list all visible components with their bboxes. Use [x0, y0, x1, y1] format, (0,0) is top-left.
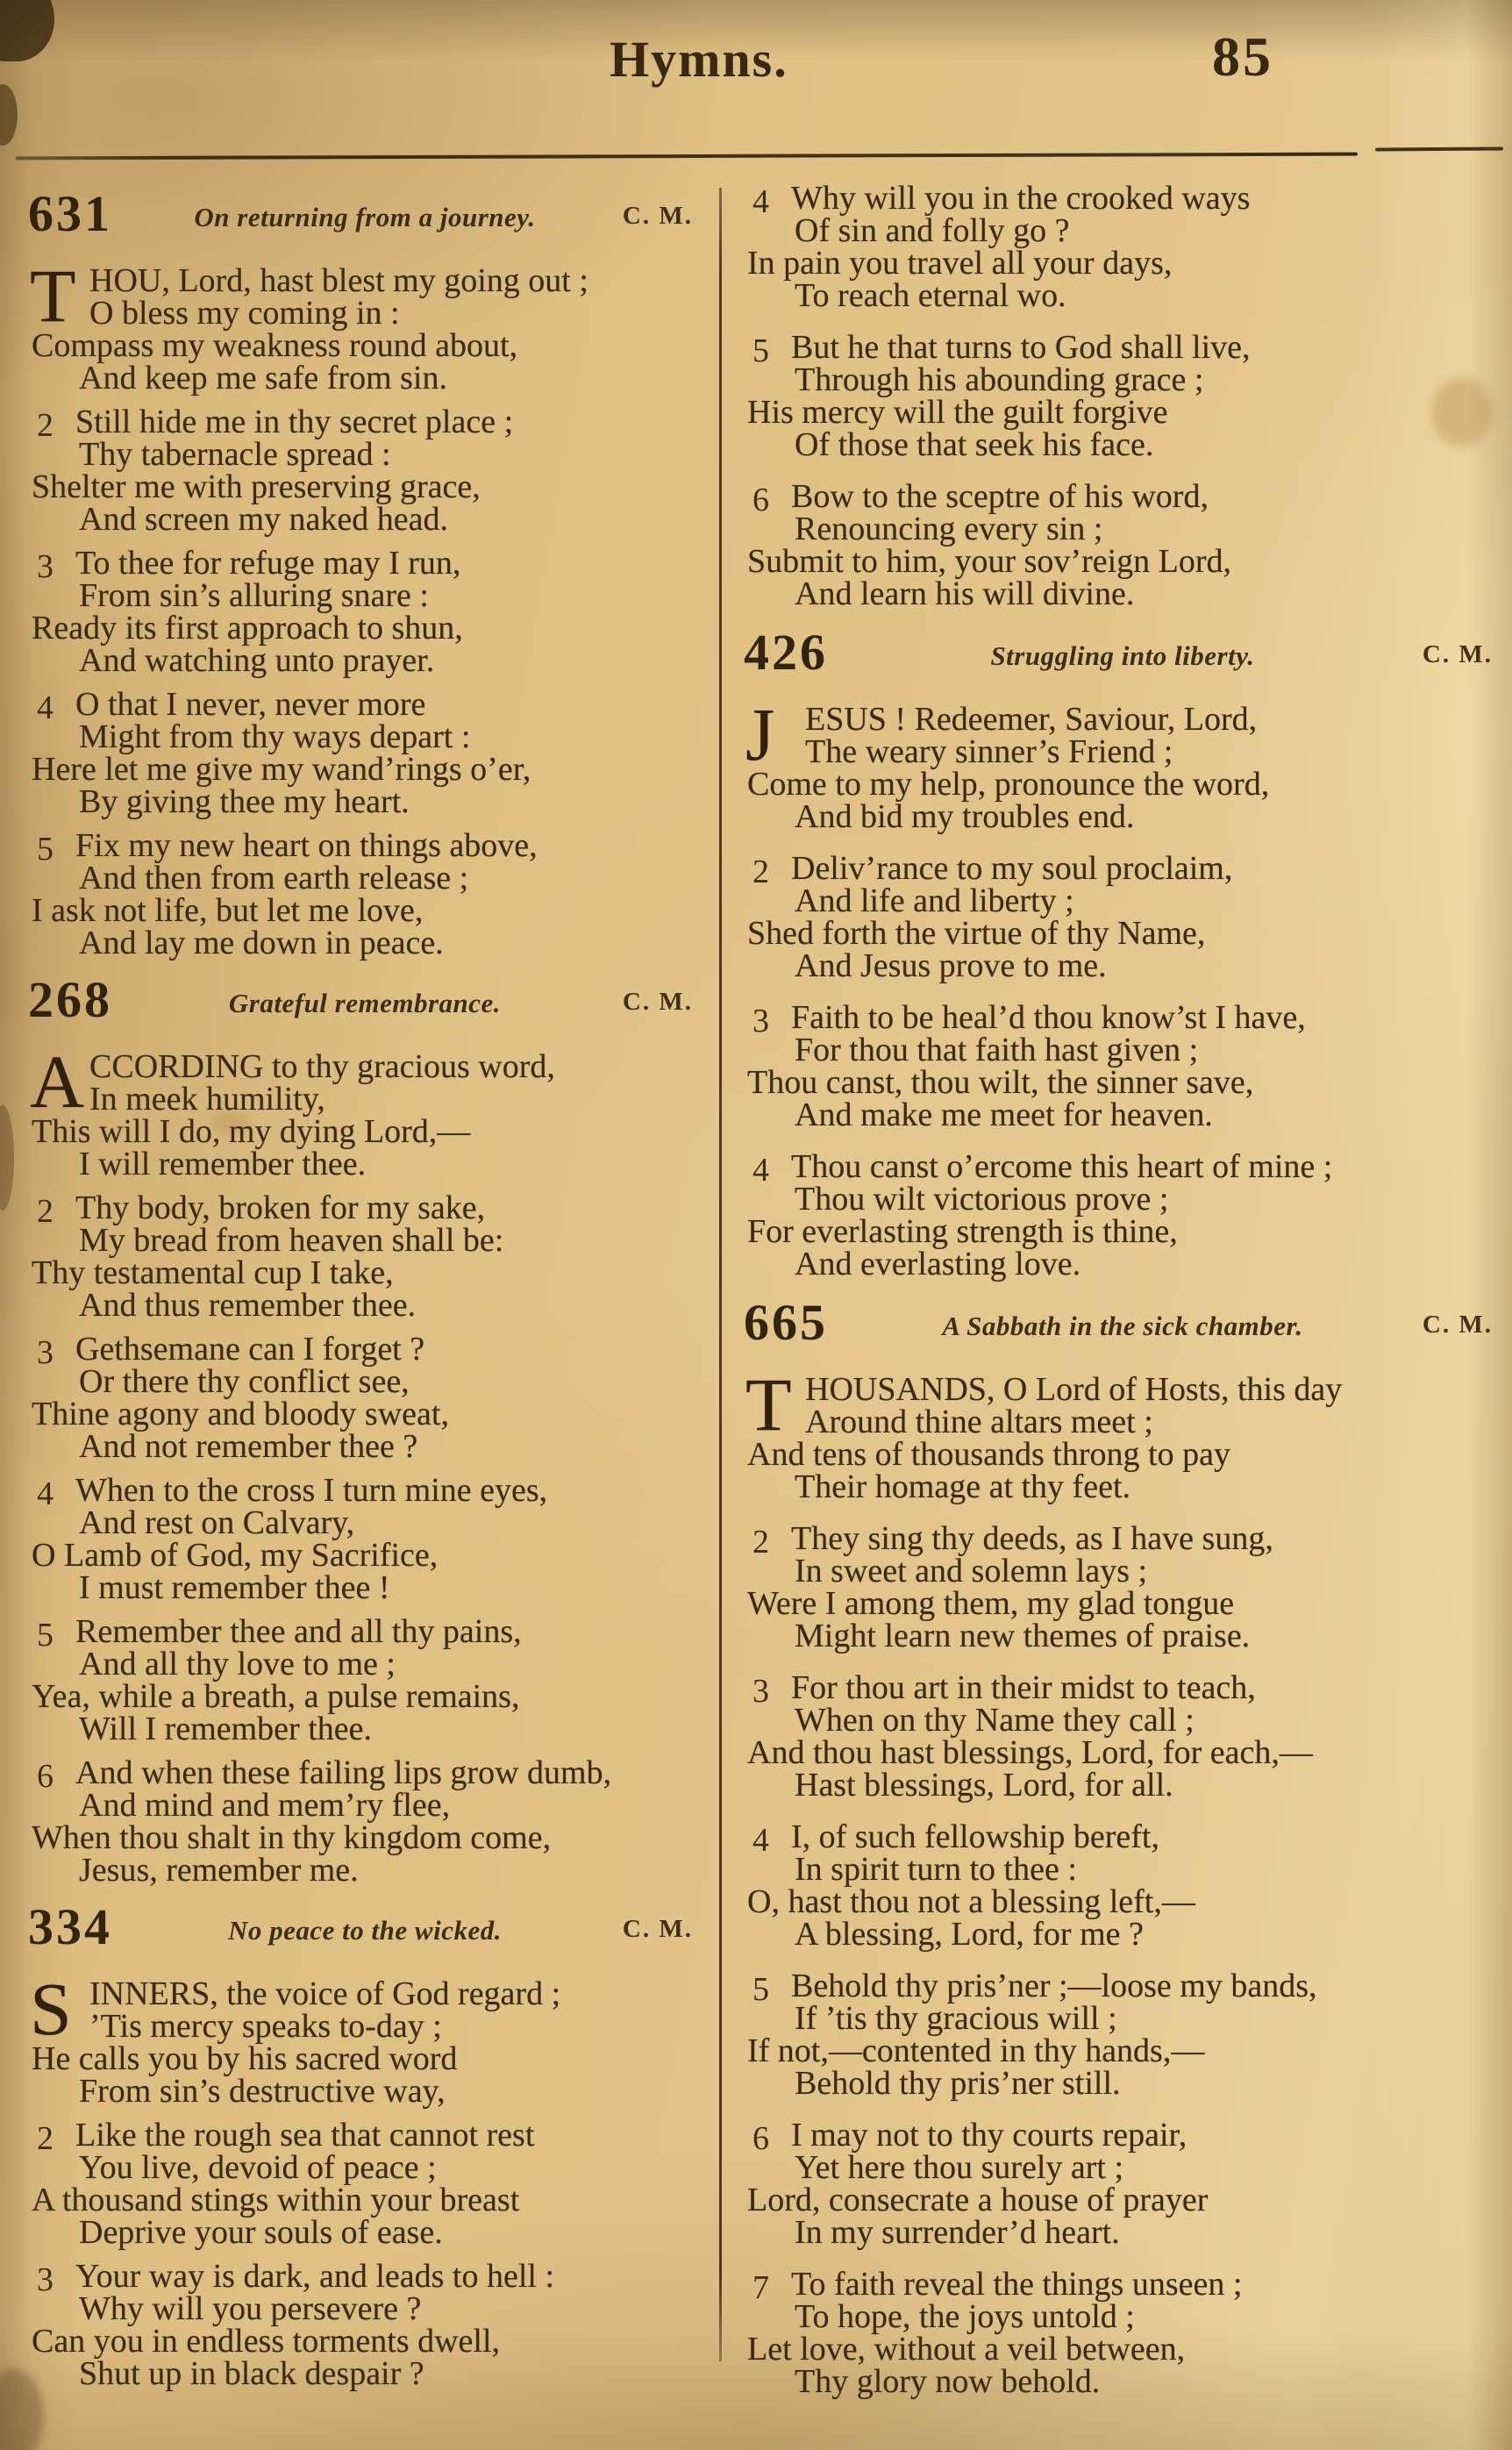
- verse-line: HOU, Lord, hast blest my going out ;: [89, 262, 588, 299]
- verse-line: Shelter me with preserving grace,: [32, 468, 481, 505]
- verse: [742, 1818, 1503, 1953]
- verse-line: Like the rough sea that cannot rest: [75, 2117, 535, 2154]
- verse-line: For thou art in their midst to teach,: [791, 1669, 1256, 1706]
- verse-number: 3: [37, 1334, 53, 1371]
- verse-line: And life and liberty ;: [795, 882, 1074, 919]
- verse-line: His mercy will the guilt forgive: [747, 394, 1168, 431]
- verse-line: Still hide me in thy secret place ;: [75, 404, 514, 440]
- verse: [742, 1148, 1503, 1282]
- verse: [742, 1520, 1503, 1654]
- verse-line: Your way is dark, and leads to hell :: [75, 2258, 555, 2295]
- verse-line: Bow to the sceptre of his word,: [791, 478, 1209, 515]
- verse-line: Remember thee and all thy pains,: [75, 1613, 522, 1650]
- verse-line: A blessing, Lord, for me ?: [795, 1916, 1144, 1953]
- verse-line: Thy testamental cup I take,: [32, 1254, 394, 1291]
- hymn-title: A Sabbath in the sick chamber.: [942, 1311, 1303, 1341]
- verse-number: 4: [37, 689, 53, 726]
- verse-line: For thou that faith hast given ;: [795, 1032, 1199, 1068]
- verse-line: And then from earth release ;: [79, 860, 469, 896]
- verse-line: And when these failing lips grow dumb,: [75, 1754, 612, 1791]
- verse-number: 5: [37, 1617, 53, 1654]
- verse-line: And thou hast blessings, Lord, for each,—: [747, 1734, 1313, 1771]
- page-number: 85: [1212, 25, 1273, 88]
- verse: [26, 1613, 703, 1747]
- verse-line: HOUSANDS, O Lord of Hosts, this day: [805, 1371, 1343, 1408]
- verse-line: And make me meet for heaven.: [795, 1096, 1213, 1133]
- verse-line: Shut up in black despair ?: [79, 2355, 424, 2392]
- hymn-number: 334: [28, 1898, 112, 1955]
- verse-line: And bid my troubles end.: [795, 798, 1135, 835]
- verse-line: CCORDING to thy gracious word,: [89, 1048, 555, 1085]
- verse-line: ESUS ! Redeemer, Saviour, Lord,: [805, 701, 1258, 738]
- verse: [26, 1039, 703, 1182]
- verse: [26, 827, 703, 961]
- verse-line: And tens of thousands throng to pay: [747, 1436, 1230, 1473]
- verse: [26, 2119, 703, 2249]
- verse-line: Gethsemane can I forget ?: [75, 1331, 425, 1368]
- verse: [26, 1189, 703, 1324]
- hymn-meter: C. M.: [1422, 1311, 1493, 1339]
- hymn-heading: [26, 971, 703, 1035]
- hymn-block: [742, 1294, 1503, 2400]
- hymn-title: On returning from a journey.: [194, 202, 536, 232]
- verse-line: Here let me give my wand’rings o’er,: [32, 751, 531, 788]
- verse-line: Faith to be heal’d thou know’st I have,: [791, 999, 1306, 1036]
- hymn-meter: C. M.: [622, 1915, 693, 1943]
- verse-number: 2: [752, 1524, 769, 1561]
- verse-line: And not remember thee ?: [79, 1428, 418, 1465]
- verse: [26, 547, 703, 677]
- verse: [742, 999, 1503, 1133]
- column-divider-rule: [719, 188, 722, 2361]
- verse: [742, 2119, 1503, 2249]
- verse-line: To hope, the joys untold ;: [795, 2298, 1135, 2335]
- verse-line: Let love, without a veil between,: [747, 2331, 1186, 2368]
- verse-number: 3: [37, 2261, 53, 2298]
- verse-line: And thus remember thee.: [79, 1287, 417, 1324]
- verse-number: 2: [37, 1193, 53, 1230]
- verse-line: Around thine altars meet ;: [805, 1404, 1153, 1440]
- verse-line: O Lamb of God, my Sacrifice,: [32, 1537, 439, 1574]
- verse-line: O that I never, never more: [75, 686, 426, 723]
- left-column: [26, 185, 703, 2402]
- drop-cap: S: [30, 1967, 72, 2051]
- verse-line: He calls you by his sacred word: [32, 2040, 458, 2077]
- drop-cap: J: [745, 692, 775, 776]
- hymn-heading: [26, 185, 703, 249]
- verse-line: Thine agony and bloody sweat,: [32, 1396, 449, 1432]
- verse: [26, 254, 703, 396]
- hymn-number: 631: [28, 185, 112, 242]
- verse-number: 5: [752, 332, 769, 369]
- verse-line: In meek humility,: [89, 1081, 325, 1118]
- verse-line: Or there thy conflict see,: [79, 1363, 410, 1400]
- verse-line: Thou wilt victorious prove ;: [795, 1181, 1169, 1218]
- verse-line: I ask not life, but let me love,: [32, 892, 424, 929]
- hymn-number: 268: [28, 971, 112, 1028]
- verse-line: When on thy Name they call ;: [795, 1702, 1195, 1739]
- hymn-number: 665: [744, 1294, 828, 1351]
- verse-line: From sin’s alluring snare :: [79, 577, 429, 614]
- verse: [26, 406, 703, 536]
- verse-line: Will I remember thee.: [79, 1711, 372, 1747]
- verse-line: By giving thee my heart.: [79, 783, 410, 820]
- verse: [742, 1362, 1503, 1505]
- verse-line: If not,—contented in thy hands,—: [747, 2032, 1205, 2069]
- verse: [742, 182, 1503, 312]
- verse: [26, 686, 703, 820]
- verse-line: Shed forth the virtue of thy Name,: [747, 915, 1206, 952]
- verse-line: And all thy love to me ;: [79, 1646, 396, 1682]
- verse-line: In pain you travel all your days,: [747, 245, 1173, 282]
- drop-cap: T: [745, 1362, 792, 1446]
- verse-line: To thee for refuge may I run,: [75, 545, 461, 582]
- hymn-title: Struggling into liberty.: [990, 640, 1255, 671]
- hymn-block: [26, 185, 703, 961]
- verse-line: Behold thy pris’ner ;—loose my bands,: [791, 1968, 1317, 2004]
- verse-line: The weary sinner’s Friend ;: [805, 733, 1173, 770]
- header-rule: [16, 153, 1358, 161]
- verse-line: Yet here thou surely art ;: [795, 2149, 1124, 2186]
- verse-line: I must remember thee !: [79, 1569, 390, 1606]
- verse-line: Thou canst o’ercome this heart of mine ;: [791, 1148, 1333, 1185]
- hymn-block: [26, 971, 703, 1889]
- verse-line: In sweet and solemn lays ;: [795, 1553, 1148, 1589]
- verse: [26, 1754, 703, 1889]
- hymn-title: No peace to the wicked.: [228, 1915, 502, 1946]
- verse-line: Fix my new heart on things above,: [75, 827, 538, 864]
- verse-line: Can you in endless torments dwell,: [32, 2323, 501, 2360]
- verse-line: Renouncing every sin ;: [795, 511, 1103, 547]
- verse-line: And lay me down in peace.: [79, 925, 444, 961]
- verse-number: 4: [752, 1822, 769, 1859]
- verse: [26, 1967, 703, 2110]
- hymn-number: 426: [744, 624, 828, 681]
- verse-line: When to the cross I turn mine eyes,: [75, 1472, 548, 1509]
- verse-line: Thou canst, thou wilt, the sinner save,: [747, 1064, 1254, 1101]
- verse-line: Come to my help, pronounce the word,: [747, 766, 1270, 803]
- verse-number: 7: [752, 2269, 769, 2306]
- verse-line: Yea, while a breath, a pulse remains,: [32, 1678, 520, 1715]
- verse-line: INNERS, the voice of God regard ;: [89, 1975, 561, 2012]
- hymn-title: Grateful remembrance.: [228, 988, 502, 1018]
- verse-line: Deliv’rance to my soul proclaim,: [791, 850, 1233, 887]
- hymn-meter: C. M.: [622, 202, 693, 230]
- verse-number: 2: [752, 854, 769, 890]
- verse: [26, 1472, 703, 1606]
- verse-number: 3: [752, 1003, 769, 1039]
- verse-line: If ’tis thy gracious will ;: [795, 2000, 1117, 2037]
- verse-line: Hast blessings, Lord, for all.: [795, 1767, 1173, 1804]
- verse-line: And watching unto prayer.: [79, 642, 435, 679]
- hymn-block: [26, 1898, 703, 2392]
- drop-cap: A: [30, 1039, 85, 1124]
- verse: [26, 1333, 703, 1463]
- verse-line: Might from thy ways depart :: [79, 718, 471, 755]
- verse-line: I may not to thy courts repair,: [791, 2117, 1187, 2154]
- verse-line: In spirit turn to thee :: [795, 1851, 1077, 1888]
- verse-line: For everlasting strength is thine,: [747, 1213, 1178, 1250]
- verse-line: You live, devoid of peace ;: [79, 2149, 437, 2186]
- verse-line: Behold thy pris’ner still.: [795, 2065, 1121, 2102]
- verse-line: Thy body, broken for my sake,: [75, 1189, 486, 1226]
- verse-line: And Jesus prove to me.: [795, 947, 1107, 984]
- page-title: Hymns.: [610, 31, 788, 88]
- page-edge-stain: [0, 84, 18, 146]
- verse: [742, 329, 1503, 463]
- hymn-meter: C. M.: [1422, 640, 1493, 668]
- verse-line: O, hast thou not a blessing left,—: [747, 1883, 1195, 1920]
- verse-line: And screen my naked head.: [79, 501, 449, 538]
- verse: [742, 692, 1503, 835]
- verse-line: They sing thy deeds, as I have sung,: [791, 1520, 1273, 1557]
- verse-number: 4: [752, 1152, 769, 1189]
- verse-line: When thou shalt in thy kingdom come,: [32, 1819, 552, 1856]
- verse-line: And everlasting love.: [795, 1246, 1081, 1282]
- hymn-heading: [742, 624, 1503, 688]
- verse-line: I, of such fellowship bereft,: [791, 1818, 1159, 1855]
- verse-line: Submit to him, your sov’reign Lord,: [747, 543, 1232, 580]
- verse-line: Thy glory now behold.: [795, 2363, 1101, 2400]
- verse-number: 5: [752, 1971, 769, 2008]
- verse-line: And rest on Calvary,: [79, 1504, 355, 1541]
- verse-line: This will I do, my dying Lord,—: [32, 1113, 471, 1150]
- verse: [742, 2268, 1503, 2398]
- verse-number: 6: [752, 2120, 769, 2157]
- verse-number: 5: [37, 831, 53, 868]
- verse-line: Why will you in the crooked ways: [791, 180, 1251, 217]
- verse-line: From sin’s destructive way,: [79, 2073, 446, 2110]
- verse-line: Jesus, remember me.: [79, 1852, 359, 1889]
- verse: [742, 1669, 1503, 1804]
- verse-line: I will remember thee.: [79, 1146, 367, 1182]
- verse-number: 2: [37, 2120, 53, 2157]
- verse-line: But he that turns to God shall live,: [791, 329, 1251, 366]
- drop-cap: T: [30, 254, 76, 338]
- verse-line: To faith reveal the things unseen ;: [791, 2266, 1243, 2303]
- verse-line: Might learn new themes of praise.: [795, 1618, 1251, 1654]
- verse-line: ’Tis mercy speaks to-day ;: [89, 2008, 442, 2045]
- verse-number: 4: [752, 183, 769, 220]
- right-column: [742, 182, 1503, 2418]
- verse-line: Their homage at thy feet.: [795, 1468, 1131, 1505]
- verse: [742, 1970, 1503, 2100]
- verse-line: And mind and mem’ry flee,: [79, 1787, 451, 1824]
- verse-continuation-block: [742, 182, 1503, 611]
- hymn-heading: [26, 1898, 703, 1962]
- verse-line: And keep me safe from sin.: [79, 360, 447, 396]
- verse-line: Lord, consecrate a house of prayer: [747, 2182, 1209, 2218]
- verse-line: Deprive your souls of ease.: [79, 2214, 443, 2251]
- verse-line: A thousand stings within your breast: [32, 2182, 520, 2218]
- verse: [742, 850, 1503, 984]
- verse-line: Through his abounding grace ;: [795, 361, 1204, 398]
- hymn-heading: [742, 1294, 1503, 1358]
- verse-line: Why will you persevere ?: [79, 2290, 422, 2327]
- verse-line: Thy tabernacle spread :: [79, 436, 391, 473]
- verse: [742, 478, 1503, 612]
- verse-number: 2: [37, 407, 53, 444]
- verse-line: Compass my weakness round about,: [32, 327, 518, 364]
- verse-line: Of sin and folly go ?: [795, 212, 1070, 249]
- verse: [26, 2258, 703, 2392]
- verse-line: O bless my coming in :: [89, 295, 400, 332]
- verse-line: Were I among them, my glad tongue: [747, 1585, 1235, 1622]
- verse-line: Ready its first approach to shun,: [32, 610, 463, 646]
- verse-line: Of those that seek his face.: [795, 426, 1154, 463]
- verse-line: In my surrender’d heart.: [795, 2214, 1120, 2251]
- verse-line: And learn his will divine.: [795, 575, 1135, 612]
- hymn-block: [742, 624, 1503, 1282]
- verse-number: 4: [37, 1475, 53, 1512]
- verse-number: 6: [37, 1758, 53, 1795]
- verse-line: My bread from heaven shall be:: [79, 1222, 504, 1259]
- page-edge-stain: [0, 0, 54, 61]
- page-edge-stain: [0, 1105, 14, 1211]
- verse-number: 3: [752, 1673, 769, 1710]
- header-rule-right: [1375, 146, 1503, 151]
- hymn-meter: C. M.: [622, 988, 693, 1016]
- verse-line: To reach eternal wo.: [795, 277, 1066, 314]
- verse-number: 6: [752, 482, 769, 518]
- verse-number: 3: [37, 548, 53, 585]
